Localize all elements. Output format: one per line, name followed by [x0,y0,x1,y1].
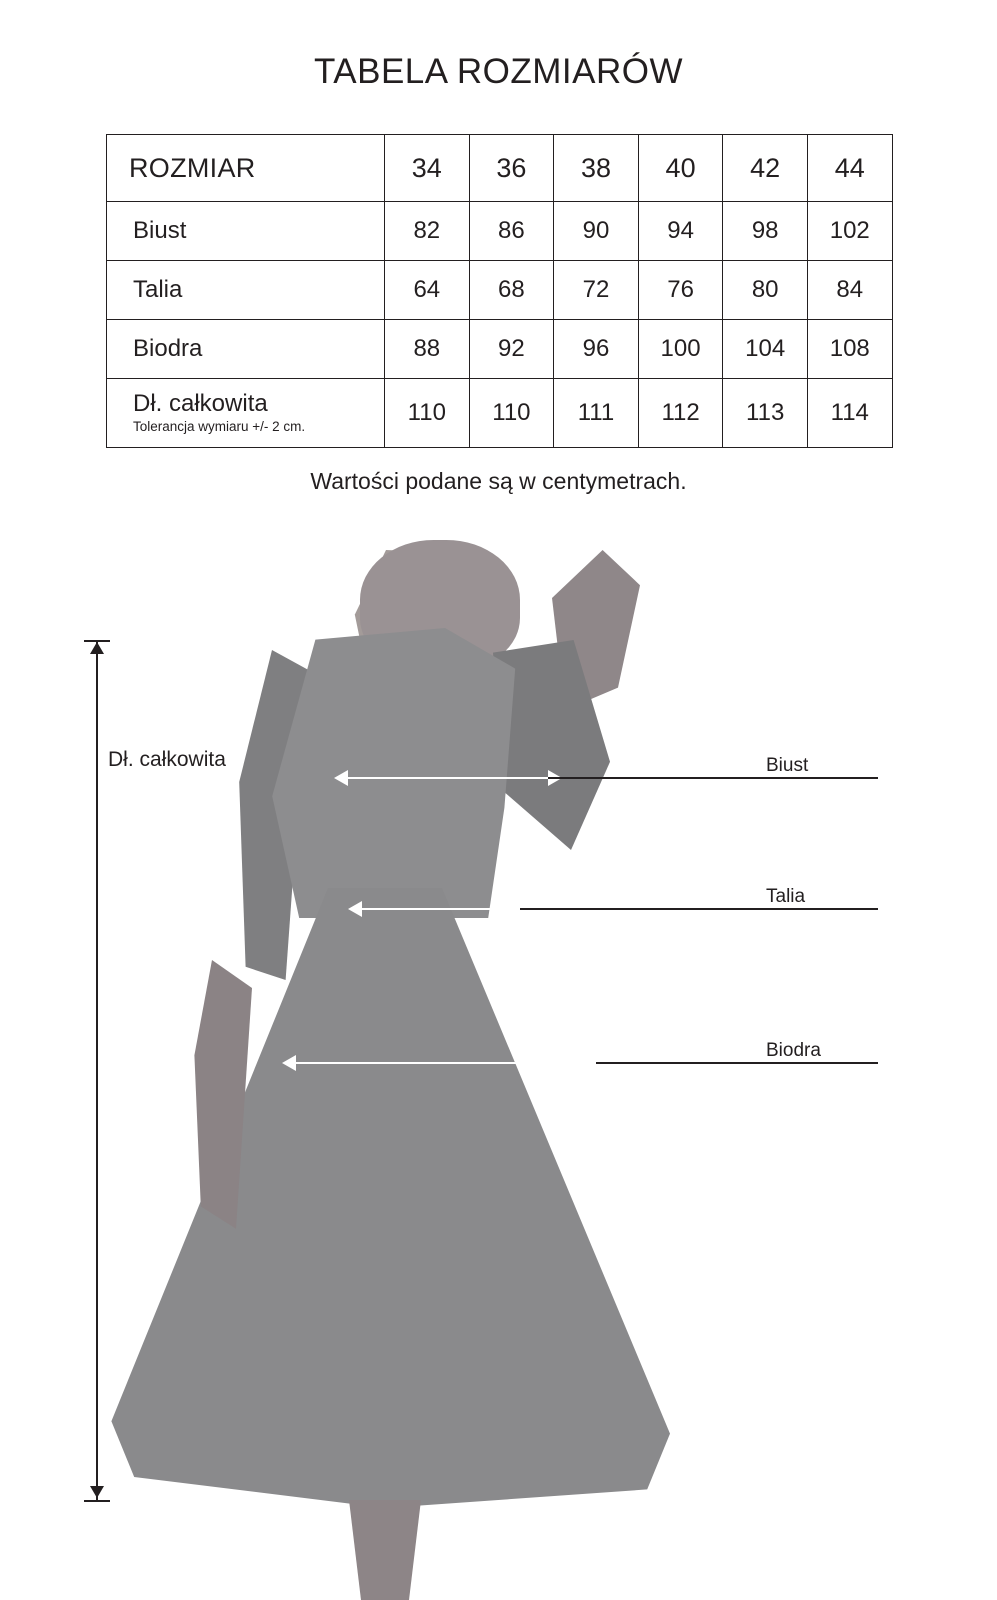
table-row [107,261,893,320]
column-header-size-42: 42 [723,135,808,202]
waist-arrow-left-icon [348,901,362,917]
waist-label: Talia [766,886,806,907]
row-label-text: Dł. całkowita [133,390,268,418]
measurement-diagram [0,540,997,1600]
size-table [106,134,893,448]
column-header-size-44: 44 [807,135,892,202]
cell-biodra-44: 108 [807,320,892,379]
row-label-dlugosc-calkowita [107,379,385,448]
cell-dlugosc-38: 111 [554,379,639,448]
column-header-size-36: 36 [469,135,554,202]
column-header-size-38: 38 [554,135,639,202]
cell-biust-38: 90 [554,202,639,261]
cell-dlugosc-42: 113 [723,379,808,448]
table-row [107,202,893,261]
column-header-size-40: 40 [638,135,723,202]
hips-label: Biodra [766,1040,821,1061]
table-row [107,379,893,448]
hips-leader-line [596,1062,878,1064]
cell-biust-42: 98 [723,202,808,261]
cell-biust-40: 94 [638,202,723,261]
cell-dlugosc-36: 110 [469,379,554,448]
cell-biust-36: 86 [469,202,554,261]
dress-skirt [100,888,670,1508]
model-photo [60,540,760,1600]
hips-arrow-left-icon [282,1055,296,1071]
total-length-label: Dł. całkowita [108,748,226,771]
row-label-biust: Biust [107,202,385,261]
cell-biodra-38: 96 [554,320,639,379]
cell-dlugosc-44: 114 [807,379,892,448]
cell-talia-42: 80 [723,261,808,320]
units-note: Wartości podane są w centymetrach. [310,468,687,494]
size-table-container [106,134,892,448]
hips-measure-arrow [296,1062,596,1064]
table-row [107,320,893,379]
bust-measure-arrow [348,777,548,779]
row-label-talia: Talia [107,261,385,320]
table-header-row [107,135,893,202]
total-length-arrow-up-icon [90,642,104,654]
row-label-tolerance-note: Tolerancja wymiaru +/- 2 cm. [133,419,306,435]
model-legs [310,1500,460,1600]
bust-label: Biust [766,755,809,776]
cell-talia-40: 76 [638,261,723,320]
bust-leader-line [548,777,878,779]
cell-dlugosc-34: 110 [385,379,470,448]
column-header-rozmiar: ROZMIAR [107,135,385,202]
cell-biodra-36: 92 [469,320,554,379]
column-header-size-34: 34 [385,135,470,202]
cell-talia-44: 84 [807,261,892,320]
cell-biodra-42: 104 [723,320,808,379]
row-label-biodra: Biodra [107,320,385,379]
page-title: TABELA ROZMIARÓW [313,52,684,91]
cell-talia-34: 64 [385,261,470,320]
cell-talia-38: 72 [554,261,639,320]
total-length-line [96,640,98,1502]
cell-biodra-40: 100 [638,320,723,379]
cell-dlugosc-40: 112 [638,379,723,448]
cell-talia-36: 68 [469,261,554,320]
bust-arrow-left-icon [334,770,348,786]
cell-biust-34: 82 [385,202,470,261]
cell-biust-44: 102 [807,202,892,261]
waist-leader-line [520,908,878,910]
waist-measure-arrow [362,908,520,910]
total-length-arrow-down-icon [90,1486,104,1498]
cell-biodra-34: 88 [385,320,470,379]
